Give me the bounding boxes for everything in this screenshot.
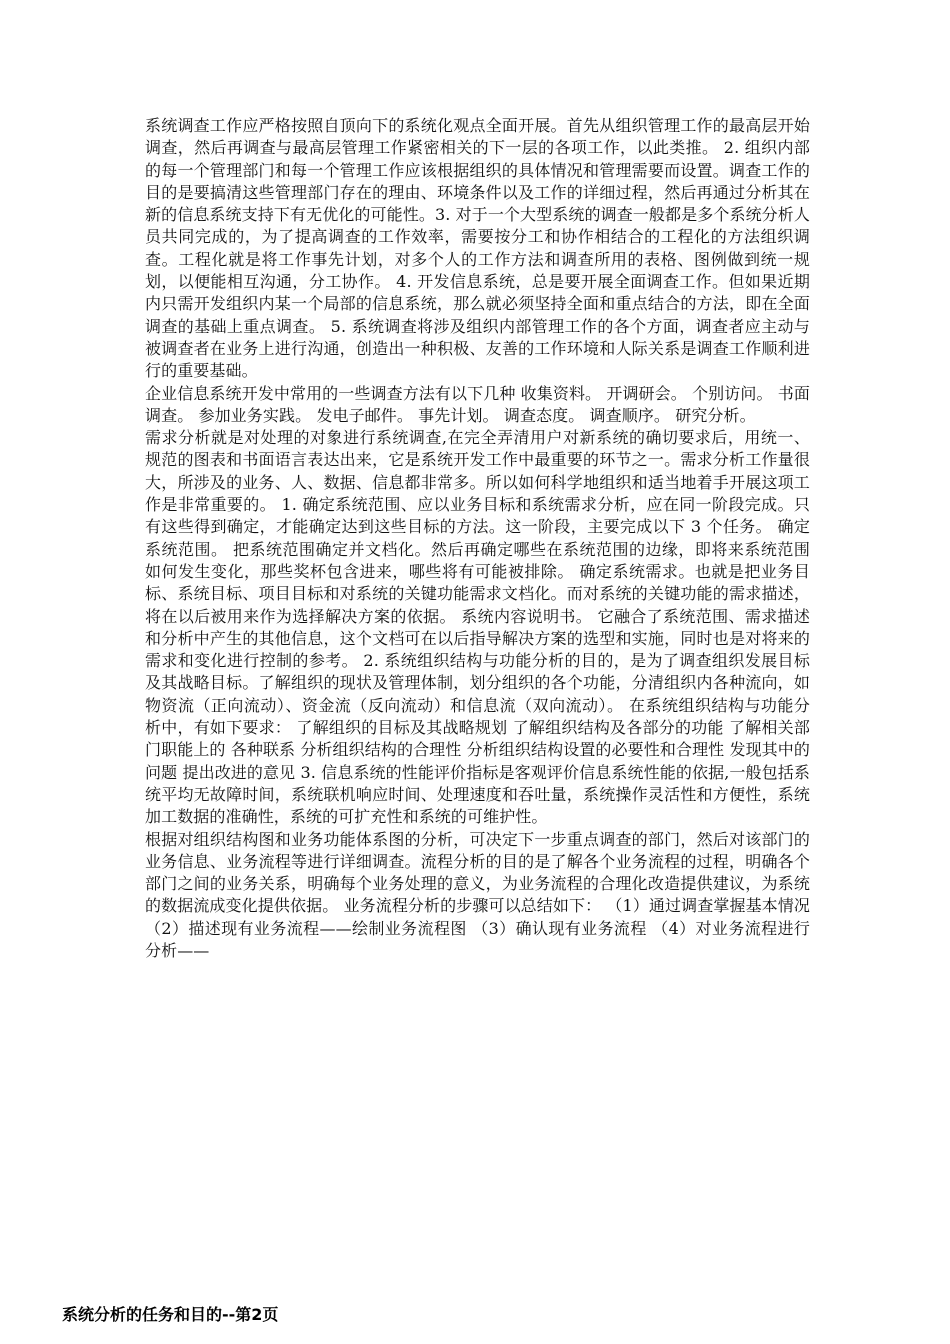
paragraph-survey-methods: 企业信息系统开发中常用的一些调查方法有以下几种 收集资料。 开调研会。 个别访问。 书面调查。 参加业务实践。 发电子邮件。 事先计划。 调查态度。 调查顺序。 研究分析。 [145,383,810,425]
document-body [145,115,810,962]
page-footer: 系统分析的任务和目的--第2页 [62,1305,279,1324]
paragraph-system-survey: 系统调查工作应严格按照自顶向下的系统化观点全面开展。首先从组织管理工作的最高层开始调查，然后再调查与最高层管理工作紧密相关的下一层的各项工作，以此类推。 2. 组织内部的每一个管理部门和每一个管理工作应该根据组织的具体情况和管理需要而设置。调查工作的目的是要搞清这些管理部门存在的理由、环境条件以及工作的详细过程，然后再通过分析其在新的信息系统支持下有无优化的可能性。3. 对于一个大型系统的调查一般都是多个系统分析人员共同完成的，为了提高调查的工作效率，需要按分工和协作相结合的工程化的方法组织调查。工程化就是将工作事先计划，对多个人的工作方法和调查所用的表格、图例做到统一规划，以便能相互沟通，分工协作。 4. 开发信息系统，总是要开展全面调查工作。但如果近期内只需开发组织内某一个局部的信息系统，那么就必须坚持全面和重点结合的方法，即在全面调查的基础上重点调查。 5. 系统调查将涉及组织内部管理工作的各个方面，调查者应主动与被调查者在业务上进行沟通，创造出一种积极、友善的工作环境和人际关系是调查工作顺利进行的重要基础。 [145,116,810,381]
paragraph-process-analysis: 根据对组织结构图和业务功能体系图的分析，可决定下一步重点调查的部门，然后对该部门的业务信息、业务流程等进行详细调查。流程分析的目的是了解各个业务流程的过程，明确各个部门之间的业务关系，明确每个业务处理的意义，为业务流程的合理化改造提供建议，为系统的数据流成变化提供依据。 业务流程分析的步骤可以总结如下： （1）通过调查掌握基本情况 （2）描述现有业务流程——绘制业务流程图 （3）确认现有业务流程 （4）对业务流程进行分析—— [145,829,810,960]
paragraph-requirements-analysis: 需求分析就是对处理的对象进行系统调查,在完全弄清用户对新系统的确切要求后，用统一、规范的图表和书面语言表达出来，它是系统开发工作中最重要的环节之一。需求分析工作量很大，所涉及的业务、人、数据、信息都非常多。所以如何科学地组织和适当地着手开展这项工作是非常重要的。 1. 确定系统范围、应以业务目标和系统需求分析，应在同一阶段完成。只有这些得到确定，才能确定达到这些目标的方法。这一阶段，主要完成以下 3 个任务。 确定系统范围。 把系统范围确定并文档化。然后再确定哪些在系统范围的边缘，即将来系统范围如何发生变化，那些奖杯包含进来，哪些将有可能被排除。 确定系统需求。也就是把业务目标、系统目标、项目目标和对系统的关键功能需求文档化。而对系统的关键功能的需求描述，将在以后被用来作为选择解决方案的依据。 系统内容说明书。 它融合了系统范围、需求描述和分析中产生的其他信息，这个文档可在以后指导解决方案的选型和实施，同时也是对将来的需求和变化进行控制的参考。 2. 系统组织结构与功能分析的目的，是为了调查组织发展目标及其战略目标。了解组织的现状及管理体制，划分组织的各个功能，分清组织内各种流向，如物资流（正向流动）、资金流（反向流动）和信息流（双向流动）。 在系统组织结构与功能分析中，有如下要求： 了解组织的目标及其战略规划 了解组织结构及各部分的功能 了解相关部门职能上的 各种联系 分析组织结构的合理性 分析组织结构设置的必要性和合理性 发现其中的问题 提出改进的意见 3. 信息系统的性能评价指标是客观评价信息系统性能的依据,一般包括系统平均无故障时间，系统联机响应时间、处理速度和吞吐量，系统操作灵活性和方便性，系统加工数据的准确性，系统的可扩充性和系统的可维护性。 [145,428,810,827]
